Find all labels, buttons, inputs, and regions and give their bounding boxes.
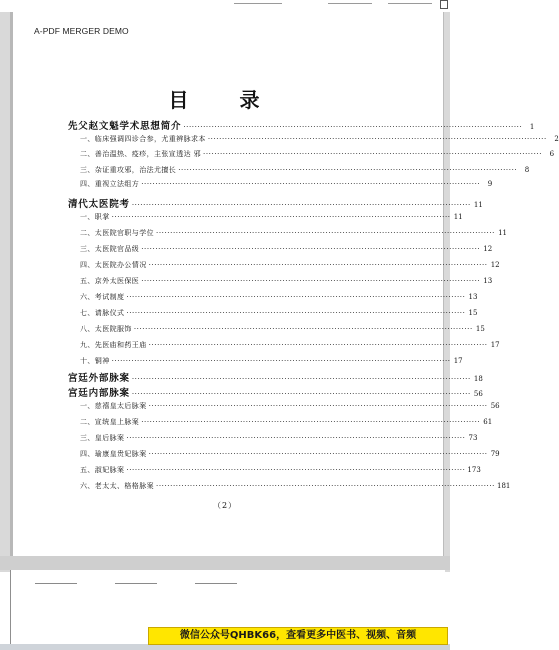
toolbar-line xyxy=(328,3,372,4)
toc-entry xyxy=(80,292,478,306)
toc-page-number: 11 xyxy=(453,213,463,221)
toc-leader: ························································································································ xyxy=(148,402,488,410)
toc-page-number: 8 xyxy=(524,166,530,174)
toc-leader: ························································································································ xyxy=(141,277,481,285)
toc-entry xyxy=(80,228,508,242)
toc-label: 十、铜神 xyxy=(80,357,110,365)
toc-label: 四、太医院办公情况 xyxy=(80,261,147,269)
toc-leader: ························································································································ xyxy=(141,180,481,188)
toc-entry xyxy=(80,340,500,354)
toc-entry xyxy=(80,449,500,463)
toc-page-number: 13 xyxy=(468,293,478,301)
toc-leader: ························································································································ xyxy=(203,150,543,158)
toolbar-line xyxy=(234,3,282,4)
toc-entry xyxy=(80,149,555,163)
toc-entry xyxy=(80,324,485,338)
toc-label: 三、皇后脉案 xyxy=(80,434,125,442)
window-corner-box[interactable] xyxy=(440,0,448,9)
toc-leader: ························································································································ xyxy=(111,213,451,221)
toc-page-number: 61 xyxy=(483,418,493,426)
toc-label: 一、临床强调四诊合参，尤重辨脉求本 xyxy=(80,135,206,143)
toc-leader: ························································································································ xyxy=(131,201,471,209)
toc-page-number: 15 xyxy=(475,325,485,333)
page-rule xyxy=(115,583,157,584)
toc-label: 三、太医院官品级 xyxy=(80,245,140,253)
toc-leader: ························································································································ xyxy=(148,261,488,269)
toc-entry xyxy=(80,433,478,447)
toc-page-number: 173 xyxy=(467,466,481,474)
toc-page-number: 79 xyxy=(490,450,500,458)
toc-page-number: 73 xyxy=(468,434,478,442)
toc-leader: ························································································································ xyxy=(207,135,547,143)
toc-page-number: 9 xyxy=(487,180,493,188)
toc-label: 一、慈禧皇太后脉案 xyxy=(80,402,147,410)
toc-leader: ························································································································ xyxy=(148,450,488,458)
toc-leader: ························································································································ xyxy=(178,166,518,174)
page-rule xyxy=(195,583,237,584)
page-title: 目 录 xyxy=(168,88,282,112)
toc-label: 三、杂证重攻邪，治法尤擅长 xyxy=(80,166,177,174)
page-number: （2） xyxy=(212,501,238,510)
toc-entry xyxy=(80,244,493,258)
toc-label: 四、瑜康皇贵妃脉案 xyxy=(80,450,147,458)
toc-label: 宫廷外部脉案 xyxy=(68,373,130,384)
toc-entry xyxy=(80,212,463,226)
toc-leader: ························································································································ xyxy=(126,466,466,474)
toc-label: 二、善治温热、疫疹，主张宣透达 邪 xyxy=(80,150,202,158)
toc-page-number: 11 xyxy=(473,201,483,209)
toc-page-number: 17 xyxy=(453,357,463,365)
toc-leader: ························································································································ xyxy=(126,293,466,301)
toc-label: 清代太医院考 xyxy=(68,199,130,210)
toc-label: 五、京外太医保医 xyxy=(80,277,140,285)
toc-section xyxy=(68,370,483,384)
page-rule xyxy=(35,583,77,584)
toc-leader: ························································································································ xyxy=(156,229,496,237)
page-gap xyxy=(0,556,450,570)
watermark: A-PDF MERGER DEMO xyxy=(34,26,129,36)
toc-leader: ························································································································ xyxy=(183,123,523,131)
toc-entry xyxy=(80,481,511,495)
toc-page-number: 1 xyxy=(529,123,535,131)
toc-leader: ························································································································ xyxy=(141,245,481,253)
toc-entry xyxy=(80,417,493,431)
toc-entry xyxy=(80,276,493,290)
toc-leader: ························································································································ xyxy=(126,309,466,317)
toc-label: 二、宣统皇上脉案 xyxy=(80,418,140,426)
toc-leader: ························································································································ xyxy=(141,418,481,426)
toc-label: 六、老太太、格格脉案 xyxy=(80,482,154,490)
toc-section xyxy=(68,118,535,132)
toc-page-number: 12 xyxy=(490,261,500,269)
toc-label: 四、重视立法组方 xyxy=(80,180,140,188)
toc-entry xyxy=(80,179,493,193)
toc-label: 八、太医院服饰 xyxy=(80,325,132,333)
toc-page-number: 2 xyxy=(554,135,559,143)
toc-label: 六、考试制度 xyxy=(80,293,125,301)
toc-entry xyxy=(80,134,559,148)
toc-label: 七、请脉仪式 xyxy=(80,309,125,317)
toc-leader: ························································································································ xyxy=(131,390,471,398)
toc-label: 五、淑妃脉案 xyxy=(80,466,125,474)
toc-entry xyxy=(80,356,463,370)
toc-leader: ························································································································ xyxy=(148,341,488,349)
viewer-top-strip xyxy=(0,0,450,12)
toc-label: 二、太医院官职与学位 xyxy=(80,229,154,237)
toc-entry xyxy=(80,308,478,322)
toc-section xyxy=(68,385,483,399)
toc-entry xyxy=(80,165,530,179)
toc-page-number: 15 xyxy=(468,309,478,317)
toc-page-number: 13 xyxy=(483,277,493,285)
toc-leader: ························································································································ xyxy=(133,325,473,333)
toc-page-number: 56 xyxy=(473,390,483,398)
toc-page-number: 18 xyxy=(473,375,483,383)
toc-label: 宫廷内部脉案 xyxy=(68,388,130,399)
toc-leader: ························································································································ xyxy=(156,482,496,490)
toc-label: 一、职掌 xyxy=(80,213,110,221)
toc-page-number: 181 xyxy=(497,482,511,490)
toc-leader: ························································································································ xyxy=(111,357,451,365)
toc-page-number: 17 xyxy=(490,341,500,349)
toc-entry xyxy=(80,260,500,274)
toc-page-number: 11 xyxy=(498,229,508,237)
toc-label: 九、先医庙和药王庙 xyxy=(80,341,147,349)
promo-banner: 微信公众号QHBK66，查看更多中医书、视频、音频 xyxy=(148,627,448,645)
toc-page-number: 12 xyxy=(483,245,493,253)
toc-entry xyxy=(80,465,481,479)
toc-label: 先父赵文魁学术思想简介 xyxy=(68,121,182,132)
toc-page-number: 6 xyxy=(549,150,555,158)
toc-leader: ························································································································ xyxy=(131,375,471,383)
toc-section xyxy=(68,196,483,210)
toc-entry xyxy=(80,401,500,415)
toc-page-number: 56 xyxy=(490,402,500,410)
toolbar-line xyxy=(388,3,432,4)
toc-leader: ························································································································ xyxy=(126,434,466,442)
